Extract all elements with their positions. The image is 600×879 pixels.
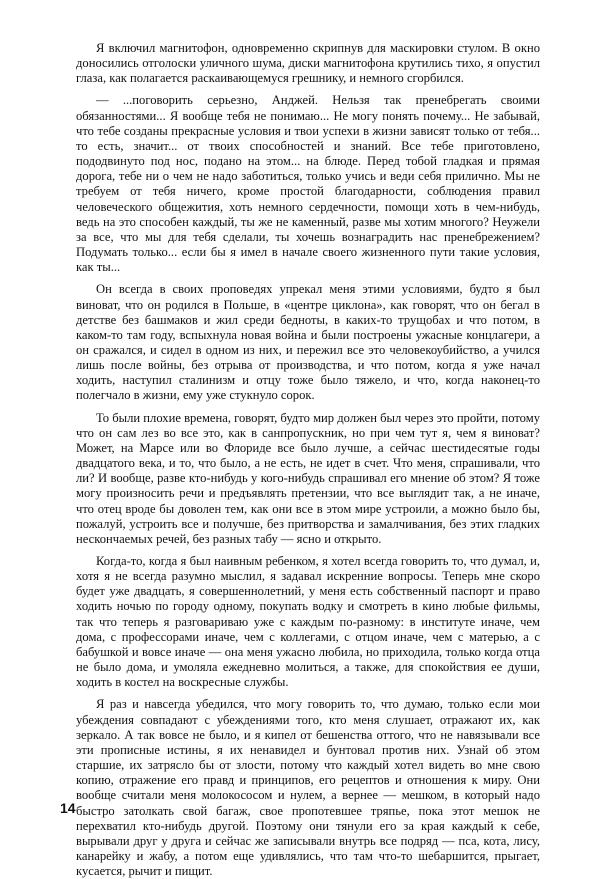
paragraph-1: Я включил магнитофон, одновременно скрипнув для маскировки стулом. В окно доносились отголоски уличного шума, диски магнитофона крутились тихо, я опустил глаза, как полагается раскаивающемуся грешнику, и немного сгорбился.: [76, 41, 540, 86]
paragraph-6: Я раз и навсегда убедился, что могу говорить то, что думаю, только если мои убеждения совпадают с убеждениями того, кто меня слушает, отражают их, как зеркало. А так вовсе не было, и я кипел от бешенства оттого, что не навязывали все эти прописные истины, я их ненавидел и бунтовал против них. Узнай об этом старшие, их затрясло бы от злости, потому что каждый хотел видеть во мне свою копию, отражение его правд и принципов, его рецептов и отношения к миру. Они вообще считали меня молокососом и нулем, а вернее — мешком, в который надо быстро затолкать свой багаж, свое пропотевшее тряпье, пока этот мешок не перехватил кто-нибудь другой. Поэтому они тянули его за края каждый к себе, вырывали друг у друга и сейчас же записывали внутрь все подряд — пса, кота, лису, канарейку и жабу, а потом еще удивлялись, что там что-то шебаршится, прыгает, кусается, рычит и пищит.: [76, 697, 540, 879]
paragraph-3: Он всегда в своих проповедях упрекал меня этими условиями, будто я был виноват, что он родился в Польше, в «центре циклона», как говорят, что он бегал в детстве без башмаков и жил среди бедноты, в каких-то трущобах и что потом, в каком-то там году, вспыхнула новая война и были построены ужасные концлагери, а он сражался, и сидел в одном из них, и пережил все это человекоубийство, а учился лишь после войны, без отрыва от производства, и что потом, когда я уже начал ходить, наступил сталинизм и отцу тоже было тяжело, и что, когда наконец-то полегчало в жизни, ему уже стукнуло сорок.: [76, 282, 540, 403]
body-text: [76, 41, 540, 879]
paragraph-2: — ...поговорить серьезно, Анджей. Нельзя так пренебрегать своими обязанностями... Я вообще тебя не понимаю... Не могу понять почему... Не забывай, что тебе созданы прекрасные условия и твои успехи в жизни зависят только от тебя... то есть, значит... от твоих способностей и знаний. Все тебе приготовлено, пододвинуто под нос, подано на этом... на блюде. Перед тобой гладкая и прямая дорога, тебе ни о чем не надо заботиться, только учись и веди себя прилично. Мы не требуем от тебя ничего, кроме простой благодарности, соблюдения правил человеческого общежития, хоть немного сердечности, помощи хоть в чем-нибудь, ведь на это способен каждый, ты же не каменный, разве мы хотим многого? Неужели за все, что мы для тебя сделали, ты хочешь вознаградить нас пренебрежением? Подумать только... если бы я имел в начале своего жизненного пути такие условия, как ты...: [76, 93, 540, 275]
paragraph-5: Когда-то, когда я был наивным ребенком, я хотел всегда говорить то, что думал, и, хотя я не всегда разумно мыслил, я задавал искренние вопросы. Теперь мне скоро будет уже двадцать, я совершеннолетний, у меня есть собственный паспорт и право ходить ночью по городу одному, покупать водку и смотреть в кино любые фильмы, так что теперь я разговариваю уже с каждым по-разному: в институте иначе, чем дома, с профессорами иначе, чем с коллегами, с отцом иначе, чем с матерью, а с бабушкой и вовсе иначе — она меня ужасно любила, но приходила, только когда отца не было дома, и умоляла ежедневно молиться, а также, для спокойствия ее души, ходить в костел на воскресные службы.: [76, 554, 540, 690]
page-number: 14: [60, 800, 76, 816]
paragraph-4: То были плохие времена, говорят, будто мир должен был через это пройти, потому что он сам лез во все это, как в санпропускник, но при чем тут я, чем я виноват? Может, на Марсе или во Флориде все было лучше, а сейчас шестидесятые годы двадцатого века, и то, что было, а не есть, не идет в счет. Что меня, спрашивали, что ли? И вообще, разве кто-нибудь у кого-нибудь спрашивал его мнение об этом? Я тоже могу произносить речи и предъявлять претензии, что все выглядит так, а не иначе, что отец вроде бы доволен тем, как они все в этом мире устроили, а можно было бы, пожалуй, устроить все и получше, без притворства и замалчивания, без этих гладких нескончаемых речей, без разных табу — ясно и открыто.: [76, 410, 540, 546]
